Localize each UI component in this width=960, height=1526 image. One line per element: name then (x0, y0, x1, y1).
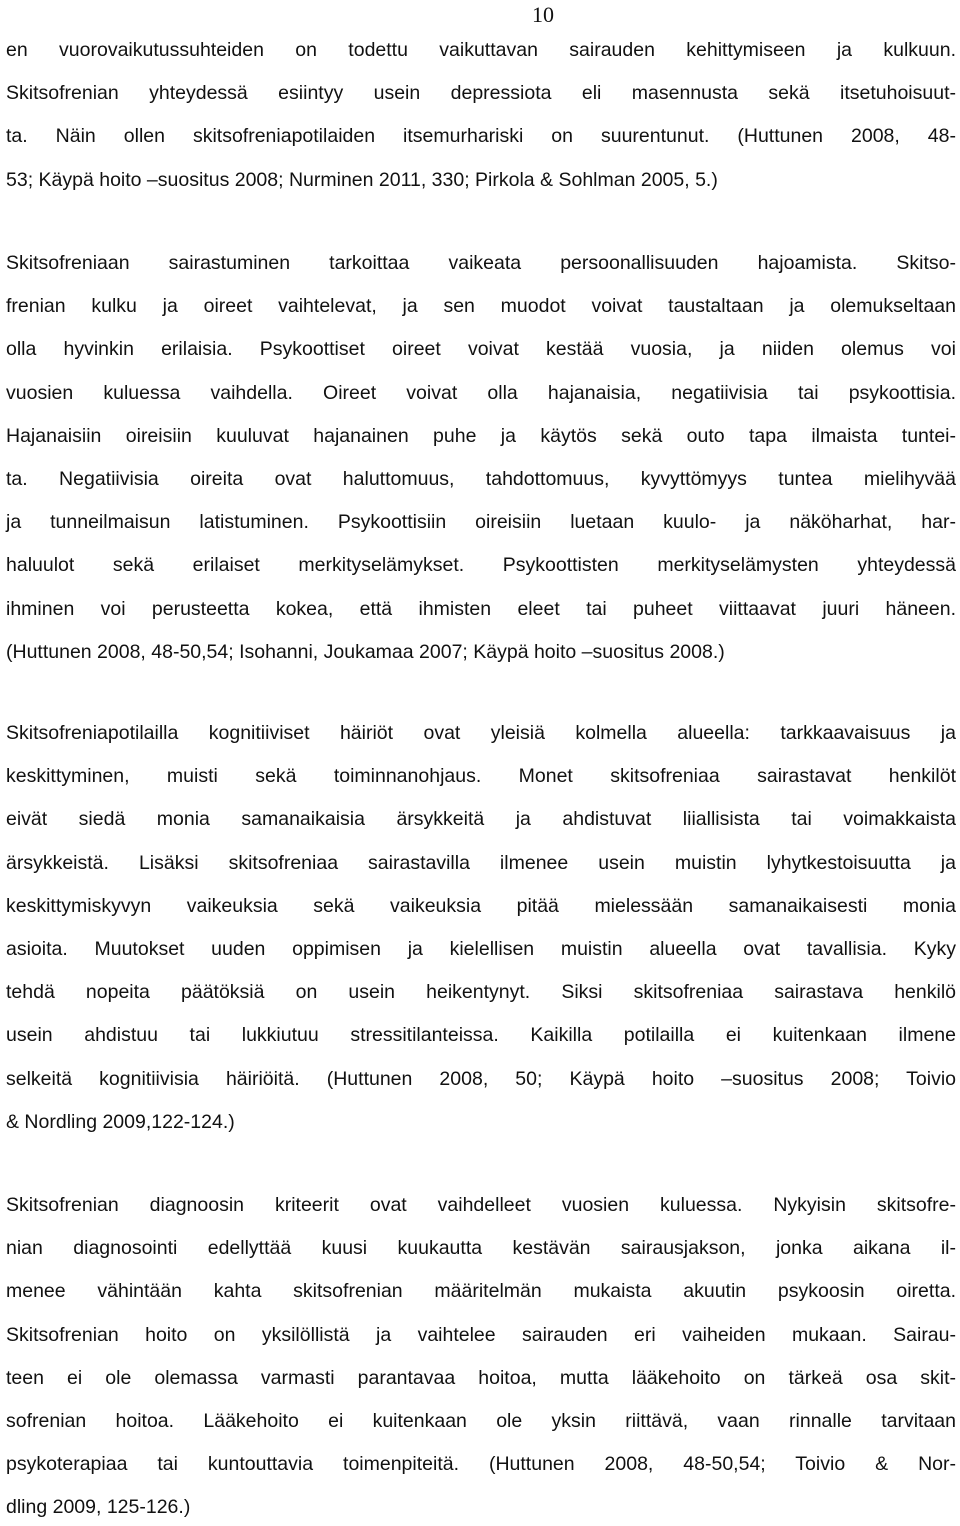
text-line: keskittymiskyvyn vaikeuksia sekä vaikeuksia pitää mielessään samanaikaisesti monia (6, 894, 956, 917)
text-line: haluulot sekä erilaiset merkityselämykset. Psykoottisten merkityselämysten yhteydessä (6, 554, 956, 577)
text-line: dling 2009, 125-126.) (6, 1496, 191, 1519)
text-line: ta. Näin ollen skitsofreniapotilaiden itsemurhariski on suurentunut. (Huttunen 2008, 48- (6, 125, 956, 148)
text-line: Skitsofrenian diagnoosin kriteerit ovat vaihdelleet vuosien kuluessa. Nykyisin skitsofre- (6, 1194, 956, 1216)
text-line: frenian kulku ja oireet vaihtelevat, ja sen muodot voivat taustaltaan ja olemukseltaan (6, 295, 956, 318)
text-line: Skitsofrenian hoito on yksilöllistä ja vaihtelee sairauden eri vaiheiden mukaan. Sairau- (6, 1323, 956, 1346)
text-line: & Nordling 2009,122-124.) (6, 1110, 235, 1133)
text-line: selkeitä kognitiivisia häiriöitä. (Huttunen 2008, 50; Käypä hoito –suositus 2008; Toivio (6, 1067, 956, 1090)
text-line: Skitsofreniapotilailla kognitiiviset häiriöt ovat yleisiä kolmella alueella: tarkkaavaisuus ja (6, 722, 956, 744)
text-line: olla hyvinkin erilaisia. Psykoottiset oireet voivat kestää vuosia, ja niiden olemus voi (6, 338, 956, 361)
text-line: vuosien kuluessa vaihdella. Oireet voivat olla hajanaisia, negatiivisia tai psykoottisia. (6, 381, 956, 404)
text-line: teen ei ole olemassa varmasti parantavaa hoitoa, mutta lääkehoito on tärkeä osa skit- (6, 1366, 956, 1389)
text-line: psykoterapiaa tai kuntouttavia toimenpiteitä. (Huttunen 2008, 48-50,54; Toivio & Nor- (6, 1453, 956, 1476)
text-line: usein ahdistuu tai lukkiutuu stressitilanteissa. Kaikilla potilailla ei kuitenkaan ilmene (6, 1024, 956, 1047)
text-line: asioita. Muutokset uuden oppimisen ja kielellisen muistin alueella ovat tavallisia. Kyky (6, 938, 956, 960)
text-line: sofrenian hoitoa. Lääkehoito ei kuitenkaan ole yksin riittävä, vaan rinnalle tarvitaan (6, 1410, 956, 1432)
text-line: ihminen voi perusteetta kokea, että ihmisten eleet tai puheet viittaavat juuri häneen. (6, 597, 956, 620)
text-line: menee vähintään kahta skitsofrenian määritelmän mukaista akuutin psykoosin oiretta. (6, 1280, 956, 1303)
text-line: Hajanaisiin oireisiin kuuluvat hajanainen puhe ja käytös sekä outo tapa ilmaista tuntei- (6, 424, 956, 447)
text-line: en vuorovaikutussuhteiden on todettu vaikuttavan sairauden kehittymiseen ja kulkuun. (6, 39, 956, 61)
text-line: keskittyminen, muisti sekä toiminnanohjaus. Monet skitsofreniaa sairastavat henkilöt (6, 765, 956, 788)
text-line: ta. Negatiivisia oireita ovat haluttomuus, tahdottomuus, kyvyttömyys tuntea mielihyvää (6, 468, 956, 490)
text-line: Skitsofrenian yhteydessä esiintyy usein depressiota eli masennusta sekä itsetuhoisuut- (6, 82, 956, 105)
text-line: nian diagnosointi edellyttää kuusi kuukautta kestävän sairausjakson, jonka aikana il- (6, 1237, 956, 1260)
text-line: ja tunneilmaisun latistuminen. Psykoottisiin oireisiin luetaan kuulo- ja näköharhat, har- (6, 511, 956, 534)
text-line: (Huttunen 2008, 48-50,54; Isohanni, Joukamaa 2007; Käypä hoito –suositus 2008.) (6, 640, 725, 663)
page-number: 10 (532, 2, 554, 27)
text-line: tehdä nopeita päätöksiä on usein heikentynyt. Siksi skitsofreniaa sairastava henkilö (6, 981, 956, 1004)
text-line: 53; Käypä hoito –suositus 2008; Nurminen 2011, 330; Pirkola & Sohlman 2005, 5.) (6, 168, 718, 191)
text-line: ärsykkeistä. Lisäksi skitsofreniaa sairastavilla ilmenee usein muistin lyhytkestoisuutta ja (6, 851, 956, 874)
text-line: Skitsofreniaan sairastuminen tarkoittaa vaikeata persoonallisuuden hajoamista. Skitso- (6, 252, 956, 274)
text-line: eivät siedä monia samanaikaisia ärsykkeitä ja ahdistuvat liiallisista tai voimakkaista (6, 808, 956, 831)
